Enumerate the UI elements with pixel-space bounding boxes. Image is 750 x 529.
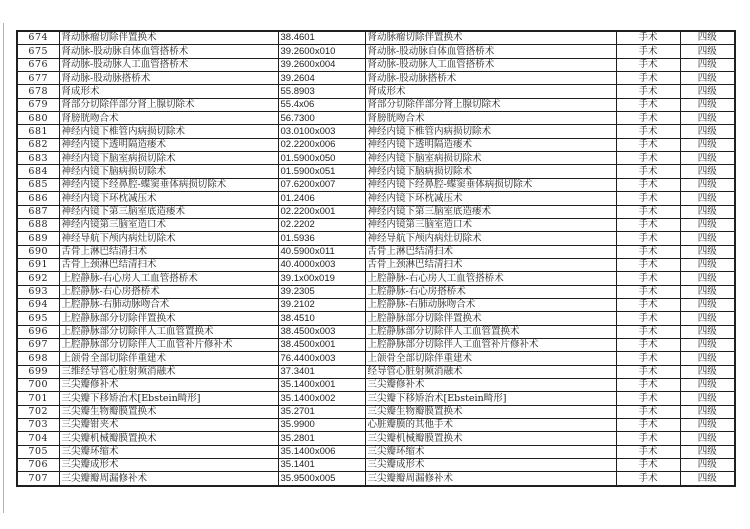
level-cell: 四级	[680, 165, 735, 178]
procedure-name-cell: 舌骨上淋巴结清扫术	[59, 245, 278, 258]
table-row	[17, 338, 735, 351]
table-row	[17, 85, 735, 98]
level-cell: 四级	[680, 392, 735, 405]
table-row	[17, 98, 735, 111]
procedure-name-cell: 神经内镜下经鼻腔-蝶窦垂体病损切除术	[59, 178, 278, 191]
level-cell: 四级	[680, 445, 735, 458]
procedure-code-cell: 35.9500x005	[278, 472, 365, 486]
category-cell: 手术	[616, 432, 680, 445]
level-cell: 四级	[680, 272, 735, 285]
level-cell: 四级	[680, 312, 735, 325]
procedure-name-cell: 肾膀胱吻合术	[59, 112, 278, 125]
level-cell: 四级	[680, 378, 735, 391]
procedure-name-cell: 神经内镜下第三脑室底造瘘术	[59, 205, 278, 218]
category-cell: 手术	[616, 112, 680, 125]
table-row	[17, 392, 735, 405]
procedure-code-cell: 40.4000x003	[278, 258, 365, 271]
standard-name-cell: 三尖瓣瓣周漏修补术	[365, 472, 616, 486]
procedure-code-cell: 37.3401	[278, 365, 365, 378]
procedure-code-cell: 02.2202	[278, 218, 365, 231]
level-cell: 四级	[680, 338, 735, 351]
level-cell: 四级	[680, 405, 735, 418]
standard-name-cell: 三尖瓣机械瓣膜置换术	[365, 432, 616, 445]
standard-name-cell: 上腔静脉-右心房人工血管搭桥术	[365, 272, 616, 285]
procedure-code-cell: 03.0100x003	[278, 125, 365, 138]
procedure-name-cell: 上腔静脉-右心房人工血管搭桥术	[59, 272, 278, 285]
row-number-cell: 703	[17, 419, 59, 432]
category-cell: 手术	[616, 165, 680, 178]
category-cell: 手术	[616, 445, 680, 458]
category-cell: 手术	[616, 298, 680, 311]
level-cell: 四级	[680, 325, 735, 338]
procedure-name-cell: 神经内镜下透明隔造瘘术	[59, 138, 278, 151]
table-row	[17, 192, 735, 205]
row-number-cell: 702	[17, 405, 59, 418]
table-row	[17, 232, 735, 245]
procedure-code-cell: 76.4400x003	[278, 352, 365, 365]
category-cell: 手术	[616, 232, 680, 245]
standard-name-cell: 肾动脉-股动脉人工血管搭桥术	[365, 58, 616, 71]
procedure-name-cell: 肾成形术	[59, 85, 278, 98]
row-number-cell: 685	[17, 178, 59, 191]
procedure-table	[16, 30, 736, 487]
level-cell: 四级	[680, 125, 735, 138]
procedure-name-cell: 肾动脉-股动脉搭桥术	[59, 72, 278, 85]
category-cell: 手术	[616, 138, 680, 151]
procedure-code-cell: 39.2604	[278, 72, 365, 85]
category-cell: 手术	[616, 85, 680, 98]
procedure-code-cell: 39.2102	[278, 298, 365, 311]
procedure-name-cell: 神经内镜下环枕减压术	[59, 192, 278, 205]
procedure-name-cell: 肾部分切除伴部分肾上腺切除术	[59, 98, 278, 111]
category-cell: 手术	[616, 258, 680, 271]
level-cell: 四级	[680, 112, 735, 125]
procedure-name-cell: 三维经导管心脏射频消融术	[59, 365, 278, 378]
procedure-name-cell: 三尖瓣修补术	[59, 378, 278, 391]
procedure-code-cell: 38.4500x003	[278, 325, 365, 338]
standard-name-cell: 肾动脉瘤切除伴置换术	[365, 31, 616, 45]
standard-name-cell: 肾动脉-股动脉自体血管搭桥术	[365, 45, 616, 58]
row-number-cell: 699	[17, 365, 59, 378]
procedure-code-cell: 01.2406	[278, 192, 365, 205]
table-row	[17, 445, 735, 458]
row-number-cell: 678	[17, 85, 59, 98]
procedure-name-cell: 三尖瓣瓣周漏修补术	[59, 472, 278, 486]
row-number-cell: 688	[17, 218, 59, 231]
level-cell: 四级	[680, 192, 735, 205]
level-cell: 四级	[680, 298, 735, 311]
table-row	[17, 125, 735, 138]
standard-name-cell: 肾动脉-股动脉搭桥术	[365, 72, 616, 85]
category-cell: 手术	[616, 365, 680, 378]
table-row	[17, 312, 735, 325]
standard-name-cell: 神经内镜下脑病损切除术	[365, 165, 616, 178]
table-row	[17, 419, 735, 432]
table-row	[17, 325, 735, 338]
procedure-code-cell: 55.8903	[278, 85, 365, 98]
procedure-name-cell: 上腔静脉部分切除伴人工血管补片修补术	[59, 338, 278, 351]
procedure-code-cell: 01.5900x050	[278, 152, 365, 165]
level-cell: 四级	[680, 178, 735, 191]
procedure-code-cell: 35.1401	[278, 459, 365, 472]
table-row	[17, 298, 735, 311]
row-number-cell: 690	[17, 245, 59, 258]
table-row	[17, 138, 735, 151]
category-cell: 手术	[616, 272, 680, 285]
standard-name-cell: 三尖瓣下移矫治术[Ebstein畸形]	[365, 392, 616, 405]
standard-name-cell: 神经内镜下脑室病损切除术	[365, 152, 616, 165]
level-cell: 四级	[680, 58, 735, 71]
procedure-code-cell: 35.9900	[278, 419, 365, 432]
level-cell: 四级	[680, 245, 735, 258]
category-cell: 手术	[616, 152, 680, 165]
standard-name-cell: 三尖瓣修补术	[365, 378, 616, 391]
category-cell: 手术	[616, 325, 680, 338]
level-cell: 四级	[680, 152, 735, 165]
level-cell: 四级	[680, 352, 735, 365]
row-number-cell: 683	[17, 152, 59, 165]
procedure-name-cell: 肾动脉瘤切除伴置换术	[59, 31, 278, 45]
table-row	[17, 365, 735, 378]
standard-name-cell: 上腔静脉部分切除伴置换术	[365, 312, 616, 325]
row-number-cell: 692	[17, 272, 59, 285]
table-row	[17, 285, 735, 298]
table-row	[17, 45, 735, 58]
procedure-name-cell: 神经内镜下脑室病损切除术	[59, 152, 278, 165]
standard-name-cell: 上腔静脉-右肺动脉吻合术	[365, 298, 616, 311]
row-number-cell: 700	[17, 378, 59, 391]
row-number-cell: 675	[17, 45, 59, 58]
row-number-cell: 697	[17, 338, 59, 351]
standard-name-cell: 经导管心脏射频消融术	[365, 365, 616, 378]
level-cell: 四级	[680, 85, 735, 98]
category-cell: 手术	[616, 472, 680, 486]
row-number-cell: 689	[17, 232, 59, 245]
table-row	[17, 218, 735, 231]
procedure-code-cell: 35.1400x006	[278, 445, 365, 458]
procedure-name-cell: 三尖瓣钳夹术	[59, 419, 278, 432]
procedure-name-cell: 三尖瓣成形术	[59, 459, 278, 472]
table-row	[17, 72, 735, 85]
row-number-cell: 694	[17, 298, 59, 311]
procedure-name-cell: 舌骨上颈淋巴结清扫术	[59, 258, 278, 271]
procedure-code-cell: 02.2200x001	[278, 205, 365, 218]
table-row	[17, 459, 735, 472]
category-cell: 手术	[616, 245, 680, 258]
row-number-cell: 674	[17, 31, 59, 45]
standard-name-cell: 三尖瓣成形术	[365, 459, 616, 472]
standard-name-cell: 三尖瓣环缩术	[365, 445, 616, 458]
procedure-code-cell: 02.2200x006	[278, 138, 365, 151]
table-row	[17, 272, 735, 285]
procedure-name-cell: 上腔静脉部分切除伴置换术	[59, 312, 278, 325]
standard-name-cell: 肾膀胱吻合术	[365, 112, 616, 125]
category-cell: 手术	[616, 125, 680, 138]
category-cell: 手术	[616, 31, 680, 45]
procedure-name-cell: 三尖瓣环缩术	[59, 445, 278, 458]
procedure-name-cell: 三尖瓣下移矫治术[Ebstein畸形]	[59, 392, 278, 405]
table-row	[17, 31, 735, 45]
row-number-cell: 687	[17, 205, 59, 218]
category-cell: 手术	[616, 285, 680, 298]
procedure-name-cell: 神经导航下颅内病灶切除术	[59, 232, 278, 245]
level-cell: 四级	[680, 72, 735, 85]
procedure-name-cell: 三尖瓣机械瓣膜置换术	[59, 432, 278, 445]
procedure-name-cell: 上腔静脉部分切除伴人工血管置换术	[59, 325, 278, 338]
category-cell: 手术	[616, 192, 680, 205]
level-cell: 四级	[680, 432, 735, 445]
procedure-code-cell: 55.4x06	[278, 98, 365, 111]
procedure-code-cell: 39.2600x010	[278, 45, 365, 58]
category-cell: 手术	[616, 178, 680, 191]
procedure-name-cell: 上腔静脉-右肺动脉吻合术	[59, 298, 278, 311]
category-cell: 手术	[616, 338, 680, 351]
standard-name-cell: 神经内镜下经鼻腔-蝶窦垂体病损切除术	[365, 178, 616, 191]
row-number-cell: 695	[17, 312, 59, 325]
standard-name-cell: 神经内镜第三脑室造口术	[365, 218, 616, 231]
table-row	[17, 352, 735, 365]
procedure-code-cell: 40.5900x011	[278, 245, 365, 258]
procedure-name-cell: 神经内镜下脑病损切除术	[59, 165, 278, 178]
procedure-code-cell: 38.4500x001	[278, 338, 365, 351]
standard-name-cell: 上颌骨全部切除伴重建术	[365, 352, 616, 365]
row-number-cell: 676	[17, 58, 59, 71]
row-number-cell: 682	[17, 138, 59, 151]
row-number-cell: 691	[17, 258, 59, 271]
table-row	[17, 112, 735, 125]
category-cell: 手术	[616, 419, 680, 432]
row-number-cell: 706	[17, 459, 59, 472]
standard-name-cell: 舌骨上颈淋巴结清扫术	[365, 258, 616, 271]
procedure-code-cell: 07.6200x007	[278, 178, 365, 191]
standard-name-cell: 肾部分切除伴部分肾上腺切除术	[365, 98, 616, 111]
category-cell: 手术	[616, 205, 680, 218]
table-row	[17, 178, 735, 191]
category-cell: 手术	[616, 72, 680, 85]
procedure-code-cell: 39.1x00x019	[278, 272, 365, 285]
level-cell: 四级	[680, 218, 735, 231]
row-number-cell: 686	[17, 192, 59, 205]
procedure-code-cell: 39.2305	[278, 285, 365, 298]
standard-name-cell: 神经内镜下环枕减压术	[365, 192, 616, 205]
procedure-code-cell: 38.4601	[278, 31, 365, 45]
level-cell: 四级	[680, 365, 735, 378]
category-cell: 手术	[616, 45, 680, 58]
standard-name-cell: 舌骨上淋巴结清扫术	[365, 245, 616, 258]
level-cell: 四级	[680, 98, 735, 111]
row-number-cell: 705	[17, 445, 59, 458]
procedure-table-body	[17, 31, 735, 486]
row-number-cell: 681	[17, 125, 59, 138]
level-cell: 四级	[680, 285, 735, 298]
row-number-cell: 698	[17, 352, 59, 365]
row-number-cell: 696	[17, 325, 59, 338]
procedure-code-cell: 35.1400x002	[278, 392, 365, 405]
procedure-name-cell: 神经内镜下椎管内病损切除术	[59, 125, 278, 138]
table-row	[17, 405, 735, 418]
level-cell: 四级	[680, 472, 735, 486]
standard-name-cell: 三尖瓣生物瓣膜置换术	[365, 405, 616, 418]
level-cell: 四级	[680, 258, 735, 271]
procedure-name-cell: 上腔静脉-右心房搭桥术	[59, 285, 278, 298]
category-cell: 手术	[616, 98, 680, 111]
level-cell: 四级	[680, 205, 735, 218]
standard-name-cell: 神经导航下颅内病灶切除术	[365, 232, 616, 245]
category-cell: 手术	[616, 58, 680, 71]
procedure-name-cell: 三尖瓣生物瓣膜置换术	[59, 405, 278, 418]
procedure-code-cell: 56.7300	[278, 112, 365, 125]
procedure-name-cell: 神经内镜第三脑室造口术	[59, 218, 278, 231]
category-cell: 手术	[616, 392, 680, 405]
procedure-code-cell: 35.2801	[278, 432, 365, 445]
table-row	[17, 472, 735, 486]
procedure-code-cell: 39.2600x004	[278, 58, 365, 71]
standard-name-cell: 心脏瓣膜的其他手术	[365, 419, 616, 432]
table-row	[17, 432, 735, 445]
table-row	[17, 245, 735, 258]
category-cell: 手术	[616, 218, 680, 231]
table-row	[17, 205, 735, 218]
procedure-code-cell: 35.2701	[278, 405, 365, 418]
level-cell: 四级	[680, 31, 735, 45]
category-cell: 手术	[616, 312, 680, 325]
row-number-cell: 677	[17, 72, 59, 85]
category-cell: 手术	[616, 352, 680, 365]
procedure-name-cell: 肾动脉-股动脉自体血管搭桥术	[59, 45, 278, 58]
standard-name-cell: 神经内镜下第三脑室底造瘘术	[365, 205, 616, 218]
standard-name-cell: 神经内镜下椎管内病损切除术	[365, 125, 616, 138]
standard-name-cell: 上腔静脉部分切除伴人工血管补片修补术	[365, 338, 616, 351]
procedure-code-cell: 01.5900x051	[278, 165, 365, 178]
level-cell: 四级	[680, 45, 735, 58]
row-number-cell: 684	[17, 165, 59, 178]
category-cell: 手术	[616, 378, 680, 391]
standard-name-cell: 上腔静脉部分切除伴人工血管置换术	[365, 325, 616, 338]
standard-name-cell: 神经内镜下透明隔造瘘术	[365, 138, 616, 151]
category-cell: 手术	[616, 405, 680, 418]
procedure-name-cell: 肾动脉-股动脉人工血管搭桥术	[59, 58, 278, 71]
page-margin-line	[3, 23, 4, 513]
level-cell: 四级	[680, 459, 735, 472]
procedure-code-cell: 35.1400x001	[278, 378, 365, 391]
standard-name-cell: 肾成形术	[365, 85, 616, 98]
procedure-name-cell: 上颌骨全部切除伴重建术	[59, 352, 278, 365]
row-number-cell: 693	[17, 285, 59, 298]
row-number-cell: 704	[17, 432, 59, 445]
row-number-cell: 680	[17, 112, 59, 125]
standard-name-cell: 上腔静脉-右心房搭桥术	[365, 285, 616, 298]
level-cell: 四级	[680, 138, 735, 151]
table-row	[17, 165, 735, 178]
table-row	[17, 58, 735, 71]
category-cell: 手术	[616, 459, 680, 472]
level-cell: 四级	[680, 232, 735, 245]
table-row	[17, 378, 735, 391]
table-row	[17, 152, 735, 165]
row-number-cell: 707	[17, 472, 59, 486]
level-cell: 四级	[680, 419, 735, 432]
row-number-cell: 679	[17, 98, 59, 111]
procedure-code-cell: 38.4510	[278, 312, 365, 325]
table-row	[17, 258, 735, 271]
procedure-code-cell: 01.5936	[278, 232, 365, 245]
row-number-cell: 701	[17, 392, 59, 405]
